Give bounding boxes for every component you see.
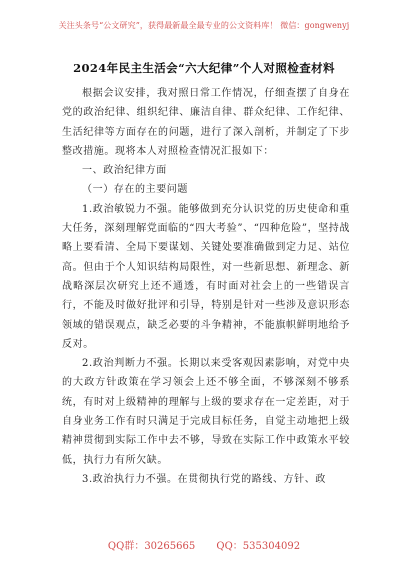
qq-number: QQ：535304092 bbox=[216, 541, 301, 552]
body-paragraph: 2.政治判断力不强。长期以来受客观因素影响，对党中央的大政方针政策在学习领会上还不够全面，不够深刻不够系统，有时对上级精神的理解与上级的要求存在一定差距，对于自身业务工作有时只满足于完成目标任务，自觉主动地把上级精神贯彻到实际工作中去不够，导致在实际工作中政策水平较低，执行力有所欠缺。 bbox=[62, 358, 350, 466]
section-heading: 一、政治纪律方面 bbox=[82, 165, 167, 177]
qq-group-number: QQ群：30265665 bbox=[107, 541, 196, 552]
page-footer bbox=[0, 537, 408, 552]
body-paragraph: 3.政治执行力不强。在贯彻执行党的路线、方针、政 bbox=[82, 473, 326, 485]
intro-paragraph: 根据会议安排，我对照日常工作情况，仔细查摆了自身在党的政治纪律、组织纪律、廉洁自律、群众纪律、工作纪律、生活纪律等方面存在的问题，进行了深入剖析，并制定了下步整改措施。现将本人对照检查情况汇报如下： bbox=[62, 88, 350, 157]
promo-banner: 关注头条号“公文研究”，获得最新最全最专业的公文资料库！ 微信：gongwenyj bbox=[58, 21, 350, 30]
document-title: 2024年民主生活会“六大纪律”个人对照检查材料 bbox=[73, 61, 335, 75]
document-body bbox=[62, 84, 350, 489]
subsection-heading: （一）存在的主要问题 bbox=[82, 184, 188, 196]
body-paragraph: 1.政治敏锐力不强。能够做到充分认识党的历史使命和重大任务，深刻理解党面临的“四大考验”、“四种危险”，坚持战略上要看清、全局下要谋划、关键处要准确做到定力足、站位高。但由于个人知识结构局限性，对一些新思想、新理念、新战略深层次研究上还不通透，有时面对社会上的一些错误言行，不能及时做好批评和引导，特别是针对一些涉及意识形态领域的错误观点，缺乏必要的斗争精神，不能旗帜鲜明地给予反对。 bbox=[62, 203, 350, 350]
